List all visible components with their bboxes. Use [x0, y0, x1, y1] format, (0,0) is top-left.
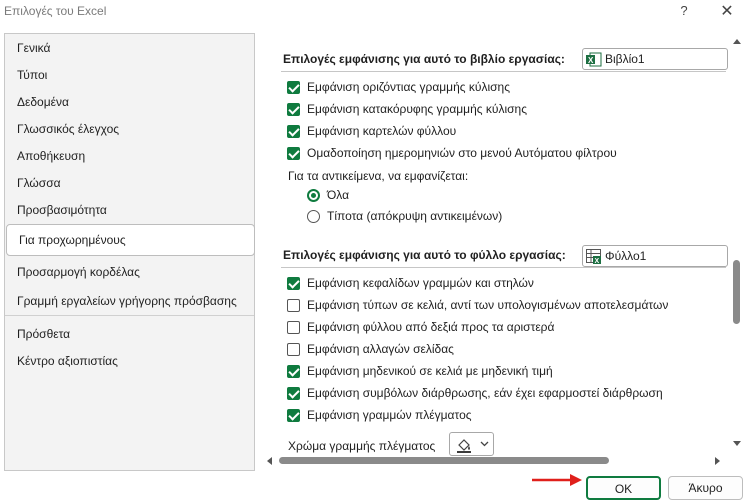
checkbox[interactable] [287, 365, 300, 378]
sidebar-item-save[interactable]: Αποθήκευση [17, 149, 86, 163]
option-label: Εμφάνιση αλλαγών σελίδας [307, 342, 454, 356]
sidebar-item-general[interactable]: Γενικά [17, 41, 51, 55]
checkbox[interactable] [287, 277, 300, 290]
cancel-button[interactable]: Άκυρο [668, 476, 743, 500]
sheet-selector[interactable] [582, 245, 728, 267]
horizontal-scroll-thumb[interactable] [279, 457, 609, 464]
help-button[interactable]: ? [680, 3, 688, 18]
workbook-selector[interactable] [582, 48, 728, 70]
option-label: Εμφάνιση φύλλου από δεξιά προς τα αριστερά [307, 320, 555, 334]
radio-button[interactable] [307, 189, 320, 202]
vertical-scrollbar[interactable] [730, 35, 743, 453]
sheet-section-heading: Επιλογές εμφάνισης για αυτό το φύλλο εργασίας: [283, 248, 566, 262]
radio-button[interactable] [307, 210, 320, 223]
option-label: Εμφάνιση οριζόντιας γραμμής κύλισης [307, 80, 510, 94]
checkbox[interactable] [287, 321, 300, 334]
radio-label: Τίποτα (απόκρυψη αντικειμένων) [327, 209, 503, 223]
red-arrow-annotation [530, 470, 585, 490]
workbook-section-heading: Επιλογές εμφάνισης για αυτό το βιβλίο εργασίας: [283, 52, 565, 66]
checkbox[interactable] [287, 147, 300, 160]
checkbox[interactable] [287, 299, 300, 312]
sidebar-item-formulas[interactable]: Τύποι [17, 68, 48, 82]
excel-workbook-icon [586, 52, 602, 67]
workbook-selector-value: Βιβλίο1 [605, 52, 645, 66]
sidebar-item-add-ins[interactable]: Πρόσθετα [17, 327, 71, 341]
scroll-up-arrow-icon[interactable] [733, 39, 741, 45]
option-label: Εμφάνιση μηδενικού σε κελιά με μηδενική τιμή [307, 364, 553, 378]
paint-bucket-icon [456, 437, 472, 453]
radio-label: Όλα [327, 188, 350, 202]
radio-objects-all[interactable] [307, 187, 527, 205]
sidebar-item-proofing[interactable]: Γλωσσικός έλεγχος [17, 122, 120, 136]
checkbox[interactable] [287, 409, 300, 422]
section-divider [281, 267, 726, 268]
sidebar-divider [5, 315, 254, 316]
ok-button[interactable]: OK [586, 476, 661, 500]
window-title: Επιλογές του Excel [4, 4, 107, 18]
close-button[interactable]: ✕ [720, 3, 734, 20]
option-label: Εμφάνιση καρτελών φύλλου [307, 124, 457, 138]
option-label: Εμφάνιση κατακόρυφης γραμμής κύλισης [307, 102, 527, 116]
gridline-color-label: Χρώμα γραμμής πλέγματος [288, 439, 436, 453]
sidebar-item-advanced[interactable]: Για προχωρημένους [6, 224, 255, 256]
sheet-selector-value: Φύλλο1 [605, 249, 647, 263]
scroll-right-arrow-icon[interactable] [715, 457, 721, 465]
checkbox[interactable] [287, 81, 300, 94]
sidebar-item-customize-ribbon[interactable]: Προσαρμογή κορδέλας [17, 265, 140, 279]
options-sidebar [4, 33, 255, 471]
radio-objects-none[interactable] [307, 208, 527, 226]
checkbox[interactable] [287, 387, 300, 400]
option-label: Εμφάνιση τύπων σε κελιά, αντί των υπολογισμένων αποτελεσμάτων [307, 298, 669, 312]
sidebar-item-language[interactable]: Γλώσσα [17, 176, 61, 190]
title-bar [0, 0, 750, 26]
scroll-left-arrow-icon[interactable] [267, 457, 273, 465]
gridline-color-picker[interactable] [449, 432, 494, 456]
option-label: Εμφάνιση κεφαλίδων γραμμών και στηλών [307, 276, 534, 290]
chevron-down-icon [480, 441, 489, 447]
option-label: Εμφάνιση γραμμών πλέγματος [307, 408, 472, 422]
worksheet-icon [586, 249, 602, 264]
scroll-down-arrow-icon[interactable] [733, 441, 741, 447]
sidebar-item-data[interactable]: Δεδομένα [17, 95, 69, 109]
horizontal-scrollbar[interactable] [263, 454, 729, 468]
checkbox[interactable] [287, 343, 300, 356]
option-label: Εμφάνιση συμβόλων διάρθρωσης, εάν έχει εφαρμοστεί διάρθρωση [307, 386, 663, 400]
advanced-options-panel [261, 33, 745, 471]
objects-label: Για τα αντικείμενα, να εμφανίζεται: [288, 169, 469, 183]
sidebar-item-trust-center[interactable]: Κέντρο αξιοπιστίας [17, 354, 118, 368]
checkbox[interactable] [287, 103, 300, 116]
checkbox[interactable] [287, 125, 300, 138]
section-divider [281, 71, 726, 72]
option-label: Ομαδοποίηση ημερομηνιών στο μενού Αυτόματου φίλτρου [307, 146, 617, 160]
vertical-scroll-thumb[interactable] [733, 260, 740, 324]
svg-text:X: X [594, 258, 600, 264]
svg-text:X: X [588, 56, 594, 65]
sidebar-item-accessibility[interactable]: Προσβασιμότητα [17, 203, 107, 217]
sidebar-item-quick-access-toolbar[interactable]: Γραμμή εργαλείων γρήγορης πρόσβασης [17, 294, 237, 308]
